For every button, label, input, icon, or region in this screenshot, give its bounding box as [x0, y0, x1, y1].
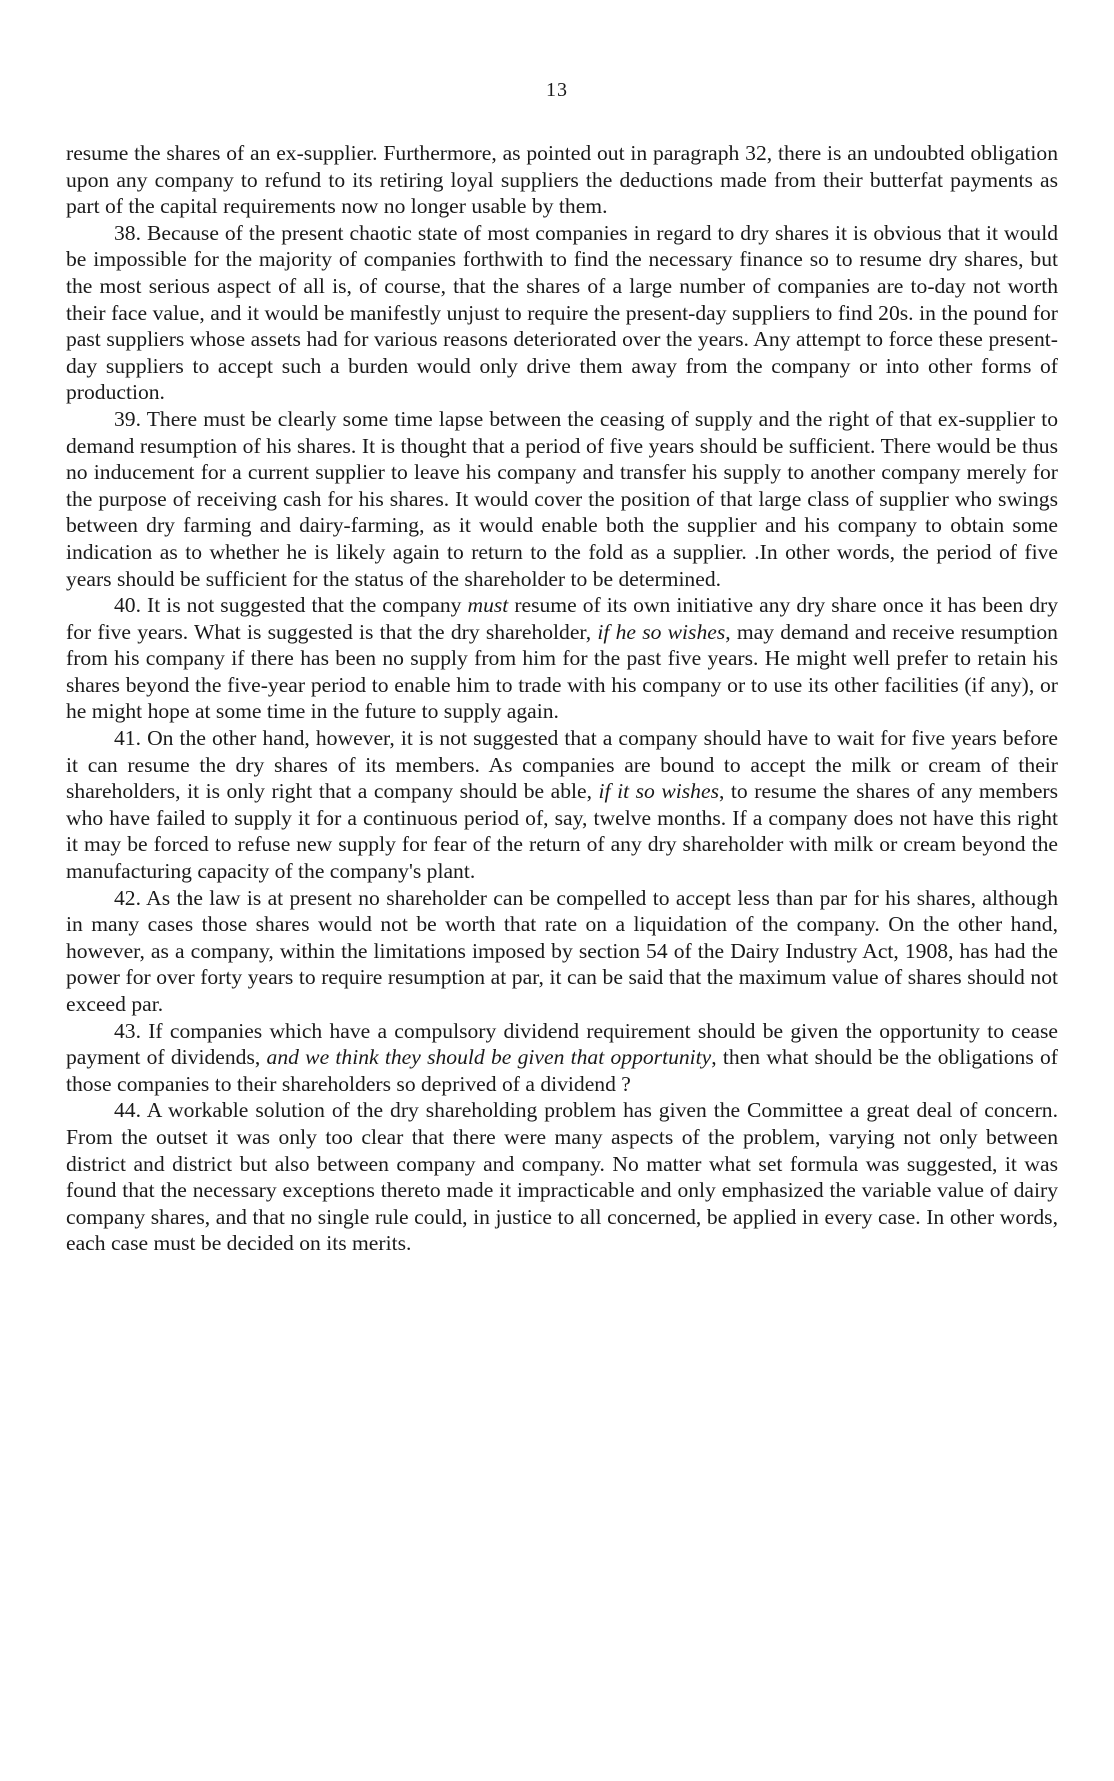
paragraph-continuation — [66, 140, 1058, 220]
paragraph-41 — [66, 725, 1058, 885]
paragraph-text: , then what should be the obligations of those companies to their shareholders so deprived of a dividend ? — [66, 1045, 1058, 1096]
emphasized-text: and we think they should be given that opportunity — [266, 1045, 712, 1070]
paragraph-39 — [66, 406, 1058, 592]
paragraph-44 — [66, 1097, 1058, 1257]
body-text — [66, 140, 1058, 1257]
page-number: 13 — [546, 79, 568, 101]
paragraph-text: 39. There must be clearly some time lapse between the ceasing of supply and the right of that ex-supplier to demand resumption of his shares. It is thought that a period of five years should be sufficient. There would be thus no inducement for a current supplier to leave his company and transfer his supply to another company merely for the purpose of receiving cash for his shares. It would cover the position of that large class of supplier who swings between dry farming and dairy-farming, as it would enable both the supplier and his company to obtain some indication as to whether he is likely again to return to the fold as a supplier. .In other words, the period of five years should be sufficient for the status of the shareholder to be determined. — [66, 406, 1058, 591]
paragraph-text: resume of its own initiative any dry share once it has been dry for five years. What is suggested is that the dry shareholder, — [66, 593, 1058, 644]
paragraph-40 — [66, 592, 1058, 725]
paragraph-text: 40. It is not suggested that the company — [114, 593, 468, 618]
paragraph-text: 44. A workable solution of the dry shareholding problem has given the Committee a great deal of concern. From the outset it was only too clear that there were many aspects of the problem, varying not only between district and district but also between company and company. No matter what set formula was suggested, it was found that the necessary exceptions thereto made it impracticable and only emphasized the variable value of dairy company shares, and that no single rule could, in justice to all concerned, be applied in every case. In other words, each case must be decided on its merits. — [66, 1098, 1058, 1256]
paragraph-text: resume the shares of an ex-supplier. Furthermore, as pointed out in paragraph 32, there is an undoubted obligation upon any company to refund to its retiring loyal suppliers the deductions made from their butterfat payments as part of the capital requirements now no longer usable by them. — [66, 141, 1058, 219]
paragraph-text: 42. As the law is at present no shareholder can be compelled to accept less than par for his shares, although in many cases those shares would not be worth that rate on a liquidation of the company. On the other hand, however, as a company, within the limitations imposed by section 54 of the Dairy Industry Act, 1908, has had the power for over forty years to require resumption at par, it can be said that the maximum value of shares should not exceed par. — [66, 885, 1058, 1016]
paragraph-text: 43. If companies which have a compulsory dividend requirement should be given the opportunity to cease payment of dividends, — [66, 1018, 1058, 1070]
paragraph-text: 38. Because of the present chaotic state of most companies in regard to dry shares it is obvious that it would be impossible for the majority of companies forthwith to find the necessary finance so to resume dry shares, but the most serious aspect of all is, of course, that the shares of a large number of companies are to-day not worth their face value, and it would be manifestly unjust to require the present-day suppliers to find 20s. in the pound for past suppliers whose assets had for various reasons deteriorated over the years. Any attempt to force these present-day suppliers to accept such a burden would only drive them away from the company or into other forms of production. — [66, 220, 1058, 405]
paragraph-text: , may demand and receive resumption from his company if there has been no supply from him for the past five years. He might well prefer to retain his shares beyond the five-year period to enable him to trade with his company or to use its other facilities (if any), or he might hope at some time in the future to supply again. — [66, 619, 1058, 724]
paragraph-42 — [66, 885, 1058, 1018]
emphasized-text: if it so wishes — [598, 779, 719, 804]
paragraph-text: , to resume the shares of any members who have failed to supply it for a continuous period of, say, twelve months. If a company does not have this right it may be forced to refuse new supply for fear of the return of any dry shareholder with milk or cream beyond the manufacturing capacity of the company's plant. — [66, 779, 1058, 884]
paragraph-text: 41. On the other hand, however, it is not suggested that a company should have to wait for five years before it can resume the dry shares of its members. As companies are bound to accept the milk or cream of their shareholders, it is only right that a company should be able, — [66, 726, 1058, 804]
emphasized-text: must — [467, 593, 509, 618]
paragraph-38 — [66, 220, 1058, 406]
emphasized-text: if he so wishes — [597, 619, 726, 644]
paragraph-43 — [66, 1018, 1058, 1098]
